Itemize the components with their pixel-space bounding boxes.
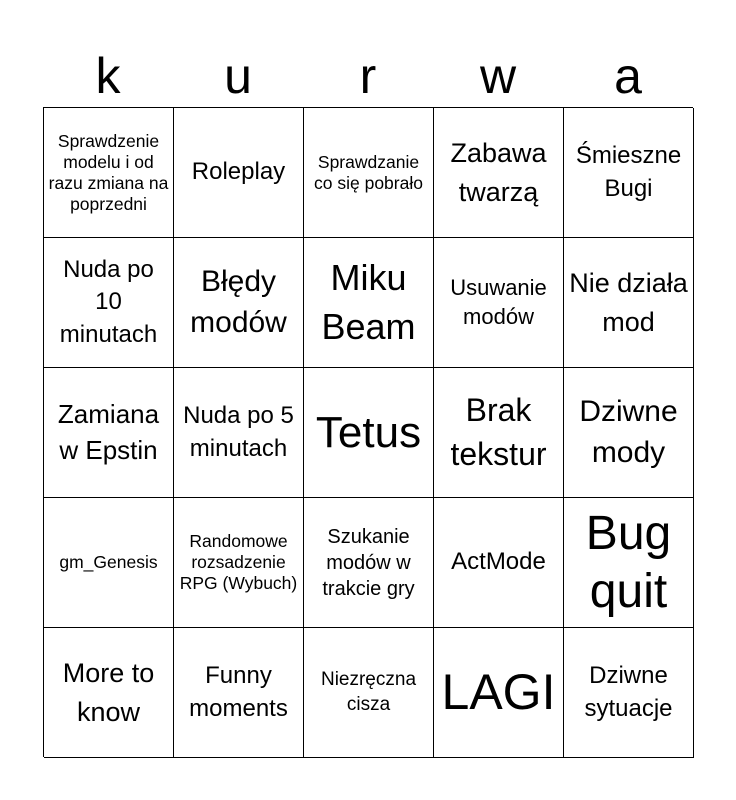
bingo-header [43, 44, 693, 108]
bingo-cell[interactable]: LAGI [434, 628, 564, 758]
bingo-cell[interactable]: Randomowe rozsadzenie RPG (Wybuch) [174, 498, 304, 628]
bingo-cell[interactable]: Błędy modów [174, 238, 304, 368]
bingo-cell[interactable]: Roleplay [174, 108, 304, 238]
bingo-cell[interactable]: Nie działa mod [564, 238, 694, 368]
bingo-cell[interactable]: Usuwanie modów [434, 238, 564, 368]
bingo-cell[interactable]: Funny moments [174, 628, 304, 758]
header-letter-4: w [479, 48, 517, 104]
bingo-cell[interactable]: Dziwne mody [564, 368, 694, 498]
bingo-cell[interactable]: Śmieszne Bugi [564, 108, 694, 238]
bingo-cell[interactable]: Dziwne sytuacje [564, 628, 694, 758]
bingo-cell[interactable]: Niezręczna cisza [304, 628, 434, 758]
header-letter-1: k [95, 48, 121, 104]
bingo-board [43, 107, 693, 757]
bingo-cell[interactable]: Nuda po 10 minutach [44, 238, 174, 368]
bingo-cell[interactable]: Szukanie modów w trakcie gry [304, 498, 434, 628]
header-letter-2: u [224, 48, 252, 104]
bingo-cell[interactable]: Brak tekstur [434, 368, 564, 498]
bingo-cell[interactable]: Zamiana w Epstin [44, 368, 174, 498]
bingo-cell[interactable]: gm_Genesis [44, 498, 174, 628]
bingo-cell[interactable]: Sprawdzenie modelu i od razu zmiana na poprzedni [44, 108, 174, 238]
bingo-cell[interactable]: Miku Beam [304, 238, 434, 368]
header-letter-5: a [614, 48, 642, 104]
header-letter-3: r [359, 48, 377, 104]
bingo-cell[interactable]: ActMode [434, 498, 564, 628]
bingo-cell[interactable]: More to know [44, 628, 174, 758]
bingo-cell[interactable]: Zabawa twarzą [434, 108, 564, 238]
bingo-cell[interactable]: Nuda po 5 minutach [174, 368, 304, 498]
bingo-cell[interactable]: Bug quit [564, 498, 694, 628]
bingo-cell[interactable]: Sprawdzanie co się pobrało [304, 108, 434, 238]
bingo-cell[interactable]: Tetus [304, 368, 434, 498]
